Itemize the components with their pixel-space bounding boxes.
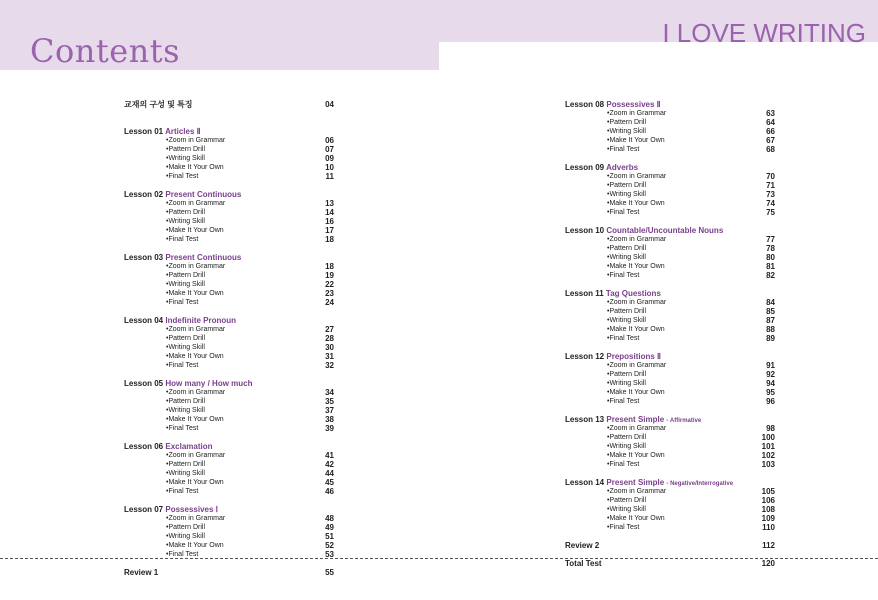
lesson-number: Lesson 04	[124, 316, 164, 325]
toc-item-page: 81	[766, 262, 775, 271]
lesson-name: Exclamation	[165, 442, 213, 451]
toc-item[interactable]	[565, 523, 775, 532]
toc-item-page: 38	[325, 415, 334, 424]
toc-item-label: •Pattern Drill	[166, 209, 206, 216]
toc-item-label: •Zoom in Grammar	[166, 263, 226, 270]
toc-item-label: •Zoom in Grammar	[166, 200, 226, 207]
lesson-name: Indefinite Pronoun	[165, 316, 237, 325]
toc-item-label: •Final Test	[607, 524, 640, 531]
lesson-name: Prepositions Ⅱ	[606, 352, 661, 361]
toc-item-label: •Zoom in Grammar	[166, 137, 226, 144]
toc-item-page: 106	[761, 496, 775, 505]
spacer	[565, 469, 775, 478]
toc-item-page: 10	[325, 163, 334, 172]
lesson-number: Lesson 10	[565, 226, 605, 235]
toc-item-page: 46	[325, 487, 334, 496]
review-2-entry-page: 112	[762, 541, 775, 550]
toc-item[interactable]	[565, 397, 775, 406]
toc-item[interactable]	[565, 379, 775, 388]
toc-item-page: 64	[766, 118, 775, 127]
lesson-name: Present Continuous	[165, 190, 242, 199]
toc-item-page: 52	[325, 541, 334, 550]
toc-item-label: •Make It Your Own	[607, 452, 665, 459]
toc-item-page: 82	[766, 271, 775, 280]
toc-item[interactable]	[565, 307, 775, 316]
lesson-name: Articles Ⅱ	[165, 127, 201, 136]
toc-item-label: •Writing Skill	[607, 506, 646, 513]
toc-item-label: •Zoom in Grammar	[166, 515, 226, 522]
toc-item-label: •Pattern Drill	[607, 497, 647, 504]
toc-item-label: •Writing Skill	[607, 128, 646, 135]
toc-item-page: 109	[761, 514, 775, 523]
toc-item-page: 16	[325, 217, 334, 226]
spacer	[124, 109, 334, 118]
lesson-title	[565, 352, 661, 361]
toc-item[interactable]	[565, 127, 775, 136]
divider-left	[0, 558, 438, 559]
toc-item-page: 108	[761, 505, 775, 514]
toc-item-label: •Writing Skill	[166, 470, 205, 477]
lesson-heading[interactable]	[565, 415, 775, 424]
toc-item-page: 11	[325, 172, 334, 181]
toc-item[interactable]	[565, 370, 775, 379]
lesson-name: Present Simple	[606, 415, 665, 424]
toc-item-page: 73	[766, 190, 775, 199]
toc-item[interactable]	[124, 514, 334, 523]
toc-item-label: •Writing Skill	[166, 281, 205, 288]
toc-item-label: •Writing Skill	[607, 254, 646, 261]
divider-right	[440, 558, 878, 559]
spacer	[124, 181, 334, 190]
toc-item[interactable]	[565, 325, 775, 334]
toc-item-page: 18	[325, 235, 334, 244]
toc-item-label: •Pattern Drill	[607, 308, 647, 315]
toc-item-page: 75	[766, 208, 775, 217]
lesson-subtitle: - Negative/Interrogative	[666, 481, 734, 487]
lesson-heading[interactable]	[124, 190, 334, 199]
toc-item-page: 89	[766, 334, 775, 343]
lesson-name: Adverbs	[606, 163, 639, 172]
toc-item-label: •Final Test	[166, 299, 199, 306]
toc-item[interactable]	[124, 280, 334, 289]
lesson-name: Possessives Ⅰ	[165, 505, 218, 514]
toc-item-label: •Writing Skill	[166, 407, 205, 414]
lesson-number: Lesson 06	[124, 442, 164, 451]
toc-item-label: •Make It Your Own	[607, 389, 665, 396]
toc-item[interactable]	[124, 361, 334, 370]
toc-item-label: •Final Test	[166, 173, 199, 180]
intro-entry-page: 04	[325, 100, 334, 109]
toc-item-label: •Zoom in Grammar	[607, 110, 667, 117]
toc-item-page: 45	[325, 478, 334, 487]
review-1-entry-page: 55	[325, 568, 334, 577]
toc-item[interactable]	[565, 487, 775, 496]
toc-item-page: 22	[325, 280, 334, 289]
toc-item-page: 07	[325, 145, 334, 154]
toc-item-page: 98	[766, 424, 775, 433]
lesson-heading[interactable]	[124, 316, 334, 325]
toc-item[interactable]	[565, 496, 775, 505]
toc-item-label: •Pattern Drill	[166, 461, 206, 468]
toc-item-page: 18	[325, 262, 334, 271]
toc-item-page: 48	[325, 514, 334, 523]
spacer	[124, 496, 334, 505]
toc-item[interactable]	[124, 163, 334, 172]
toc-item[interactable]	[565, 271, 775, 280]
lesson-heading[interactable]	[124, 442, 334, 451]
toc-item[interactable]	[565, 298, 775, 307]
lesson-title	[124, 316, 236, 325]
spacer	[565, 532, 775, 541]
toc-item[interactable]	[124, 145, 334, 154]
toc-item[interactable]	[565, 433, 775, 442]
intro-entry-label: 교재의 구성 및 특징	[124, 100, 193, 109]
toc-item[interactable]	[124, 199, 334, 208]
toc-item-page: 91	[766, 361, 775, 370]
lesson-number: Lesson 02	[124, 190, 164, 199]
toc-item-label: •Make It Your Own	[166, 227, 224, 234]
toc-item-label: •Pattern Drill	[607, 182, 647, 189]
total-test-entry-label: Total Test	[565, 559, 602, 568]
toc-item[interactable]	[565, 451, 775, 460]
toc-item-page: 53	[325, 550, 334, 559]
intro-entry[interactable]	[124, 100, 334, 109]
toc-item[interactable]	[124, 541, 334, 550]
toc-item-page: 74	[766, 199, 775, 208]
lesson-title	[565, 100, 661, 109]
toc-item[interactable]	[124, 289, 334, 298]
total-test-entry-page: 120	[761, 559, 775, 568]
lesson-number: Lesson 14	[565, 478, 605, 487]
toc-right-column	[565, 100, 775, 568]
toc-item-label: •Writing Skill	[166, 218, 205, 225]
toc-item[interactable]	[124, 397, 334, 406]
spacer	[565, 217, 775, 226]
spacer	[124, 370, 334, 379]
toc-item-label: •Final Test	[166, 551, 199, 558]
toc-item-page: 35	[325, 397, 334, 406]
toc-item-page: 30	[325, 343, 334, 352]
toc-item[interactable]	[124, 136, 334, 145]
lesson-subtitle: - Affirmative	[666, 418, 702, 424]
spacer	[565, 154, 775, 163]
toc-item[interactable]	[565, 109, 775, 118]
toc-item-page: 85	[766, 307, 775, 316]
toc-item-page: 39	[325, 424, 334, 433]
lesson-title	[124, 253, 241, 262]
toc-item[interactable]	[124, 415, 334, 424]
lesson-name: Tag Questions	[605, 289, 661, 298]
toc-item-page: 19	[325, 271, 334, 280]
lesson-title	[124, 127, 201, 136]
toc-item-page: 110	[762, 523, 775, 532]
toc-item-label: •Zoom in Grammar	[166, 389, 226, 396]
spacer	[124, 307, 334, 316]
review-2-entry[interactable]	[565, 541, 775, 550]
toc-item[interactable]	[124, 478, 334, 487]
toc-item[interactable]	[565, 208, 775, 217]
toc-item-page: 95	[766, 388, 775, 397]
toc-item-page: 31	[325, 352, 334, 361]
toc-item-label: •Make It Your Own	[607, 263, 665, 270]
total-test-entry[interactable]	[565, 559, 775, 568]
toc-item-label: •Writing Skill	[607, 191, 646, 198]
toc-item[interactable]	[565, 136, 775, 145]
review-1-entry-label: Review 1	[124, 568, 159, 577]
toc-item-page: 101	[761, 442, 775, 451]
spacer	[124, 118, 334, 127]
toc-item-page: 103	[761, 460, 775, 469]
toc-item[interactable]	[124, 406, 334, 415]
toc-item[interactable]	[124, 424, 334, 433]
toc-item[interactable]	[565, 262, 775, 271]
lesson-number: Lesson 09	[565, 163, 605, 172]
lesson-number: Lesson 11	[565, 289, 604, 298]
toc-item[interactable]	[124, 352, 334, 361]
toc-item-page: 41	[325, 451, 334, 460]
toc-item-page: 100	[761, 433, 775, 442]
toc-item-page: 70	[766, 172, 775, 181]
toc-item-page: 42	[325, 460, 334, 469]
toc-item-page: 67	[766, 136, 775, 145]
toc-item-label: •Final Test	[607, 461, 640, 468]
toc-item-page: 44	[325, 469, 334, 478]
toc-item-label: •Make It Your Own	[166, 164, 224, 171]
toc-item[interactable]	[565, 190, 775, 199]
toc-item-label: •Pattern Drill	[166, 146, 206, 153]
toc-item[interactable]	[565, 235, 775, 244]
spacer	[124, 433, 334, 442]
toc-item-label: •Make It Your Own	[607, 515, 665, 522]
toc-item-page: 96	[766, 397, 775, 406]
lesson-heading[interactable]	[565, 352, 775, 361]
lesson-title	[565, 226, 723, 235]
lesson-heading[interactable]	[124, 127, 334, 136]
lesson-heading[interactable]	[565, 289, 775, 298]
toc-item[interactable]	[124, 532, 334, 541]
spacer	[565, 280, 775, 289]
toc-item-label: •Pattern Drill	[166, 272, 206, 279]
lesson-number: Lesson 08	[565, 100, 605, 109]
toc-item-page: 28	[325, 334, 334, 343]
toc-item-page: 06	[325, 136, 334, 145]
toc-item-label: •Zoom in Grammar	[607, 236, 667, 243]
toc-item-page: 71	[766, 181, 775, 190]
toc-item-page: 94	[766, 379, 775, 388]
toc-item[interactable]	[124, 343, 334, 352]
toc-item-label: •Zoom in Grammar	[166, 326, 226, 333]
lesson-name: Countable/Uncountable Nouns	[606, 226, 724, 235]
lesson-number: Lesson 03	[124, 253, 164, 262]
toc-item[interactable]	[124, 487, 334, 496]
toc-item-label: •Pattern Drill	[166, 398, 206, 405]
toc-item-label: •Final Test	[607, 398, 640, 405]
toc-item-label: •Writing Skill	[607, 380, 646, 387]
toc-item-label: •Final Test	[607, 209, 640, 216]
lesson-name: Present Simple	[606, 478, 665, 487]
toc-item-label: •Final Test	[166, 362, 199, 369]
toc-item[interactable]	[565, 199, 775, 208]
lesson-title	[124, 442, 213, 451]
toc-item[interactable]	[124, 325, 334, 334]
toc-item-label: •Make It Your Own	[607, 200, 665, 207]
toc-item-page: 09	[325, 154, 334, 163]
toc-item-page: 88	[766, 325, 775, 334]
toc-item-page: 102	[761, 451, 775, 460]
toc-item-label: •Zoom in Grammar	[607, 488, 667, 495]
review-1-entry[interactable]	[124, 568, 334, 577]
lesson-name: How many / How much	[165, 379, 253, 388]
spacer	[565, 343, 775, 352]
lesson-name: Possessives Ⅱ	[606, 100, 661, 109]
toc-item[interactable]	[565, 361, 775, 370]
toc-item-page: 78	[766, 244, 775, 253]
spacer	[124, 559, 334, 568]
toc-item-page: 49	[325, 523, 334, 532]
toc-item-page: 92	[766, 370, 775, 379]
toc-item-page: 14	[325, 208, 334, 217]
lesson-title	[565, 289, 661, 298]
lesson-title	[124, 190, 241, 199]
toc-item-page: 87	[766, 316, 775, 325]
toc-item-label: •Make It Your Own	[166, 416, 224, 423]
toc-item-label: •Pattern Drill	[607, 245, 647, 252]
lesson-title	[124, 505, 218, 514]
toc-item[interactable]	[565, 505, 775, 514]
page-title: Contents	[30, 32, 181, 70]
spacer	[124, 244, 334, 253]
toc-item-page: 37	[325, 406, 334, 415]
toc-item[interactable]	[565, 244, 775, 253]
lesson-number: Lesson 13	[565, 415, 605, 424]
lesson-name: Present Continuous	[165, 253, 242, 262]
toc-item-label: •Zoom in Grammar	[607, 362, 667, 369]
toc-item-page: 23	[325, 289, 334, 298]
toc-item-label: •Final Test	[607, 335, 640, 342]
toc-item[interactable]	[124, 208, 334, 217]
toc-item[interactable]	[124, 226, 334, 235]
toc-item[interactable]	[565, 181, 775, 190]
toc-item-label: •Final Test	[607, 272, 640, 279]
brand-title: I LOVE WRITING	[662, 18, 866, 48]
toc-item[interactable]	[124, 217, 334, 226]
toc-item[interactable]	[565, 145, 775, 154]
toc-item-label: •Writing Skill	[607, 317, 646, 324]
toc-item[interactable]	[565, 253, 775, 262]
toc-item-label: •Zoom in Grammar	[607, 173, 667, 180]
toc-item-page: 77	[766, 235, 775, 244]
toc-item-label: •Final Test	[166, 488, 199, 495]
toc-item[interactable]	[124, 523, 334, 532]
toc-item[interactable]	[565, 388, 775, 397]
toc-item-label: •Writing Skill	[166, 344, 205, 351]
toc-item-page: 17	[325, 226, 334, 235]
toc-item-label: •Make It Your Own	[607, 326, 665, 333]
toc-item[interactable]	[565, 172, 775, 181]
toc-item-label: •Pattern Drill	[607, 119, 647, 126]
toc-item-page: 51	[325, 532, 334, 541]
lesson-heading[interactable]	[565, 163, 775, 172]
lesson-heading[interactable]	[124, 505, 334, 514]
toc-item-label: •Make It Your Own	[166, 353, 224, 360]
toc-item-label: •Final Test	[166, 425, 199, 432]
toc-item[interactable]	[124, 235, 334, 244]
toc-item-label: •Make It Your Own	[166, 290, 224, 297]
toc-item[interactable]	[565, 442, 775, 451]
toc-item-page: 84	[766, 298, 775, 307]
lesson-heading[interactable]	[565, 100, 775, 109]
toc-item[interactable]	[124, 460, 334, 469]
toc-item[interactable]	[124, 172, 334, 181]
toc-item-page: 24	[325, 298, 334, 307]
toc-item[interactable]	[124, 271, 334, 280]
lesson-heading[interactable]	[565, 226, 775, 235]
toc-item-label: •Writing Skill	[166, 155, 205, 162]
toc-item[interactable]	[124, 154, 334, 163]
toc-item-page: 13	[325, 199, 334, 208]
toc-item-label: •Writing Skill	[166, 533, 205, 540]
review-2-entry-label: Review 2	[565, 541, 600, 550]
toc-item-page: 63	[766, 109, 775, 118]
toc-item-label: •Pattern Drill	[166, 335, 206, 342]
toc-item[interactable]	[124, 298, 334, 307]
toc-item-label: •Zoom in Grammar	[607, 425, 667, 432]
lesson-title	[124, 379, 253, 388]
lesson-number: Lesson 12	[565, 352, 605, 361]
toc-item-page: 66	[766, 127, 775, 136]
lesson-heading[interactable]	[565, 478, 775, 487]
toc-left-column	[124, 100, 334, 577]
toc-item[interactable]	[565, 118, 775, 127]
toc-item-label: •Zoom in Grammar	[607, 299, 667, 306]
toc-item-page: 68	[766, 145, 775, 154]
toc-item-label: •Pattern Drill	[607, 371, 647, 378]
toc-item-label: •Final Test	[166, 236, 199, 243]
toc-item-label: •Writing Skill	[607, 443, 646, 450]
toc-item[interactable]	[124, 388, 334, 397]
toc-item[interactable]	[565, 460, 775, 469]
lesson-title	[565, 163, 638, 172]
toc-item-page: 80	[766, 253, 775, 262]
toc-item-label: •Pattern Drill	[607, 434, 647, 441]
toc-item-page: 34	[325, 388, 334, 397]
lesson-number: Lesson 05	[124, 379, 164, 388]
toc-item[interactable]	[565, 514, 775, 523]
toc-item-label: •Make It Your Own	[607, 137, 665, 144]
toc-item-label: •Pattern Drill	[166, 524, 206, 531]
toc-item[interactable]	[124, 334, 334, 343]
toc-item[interactable]	[124, 262, 334, 271]
toc-item-label: •Final Test	[607, 146, 640, 153]
lesson-heading[interactable]	[124, 253, 334, 262]
toc-item[interactable]	[565, 316, 775, 325]
toc-item-label: •Make It Your Own	[166, 479, 224, 486]
toc-item-label: •Zoom in Grammar	[166, 452, 226, 459]
toc-item-label: •Make It Your Own	[166, 542, 224, 549]
lesson-heading[interactable]	[124, 379, 334, 388]
toc-item[interactable]	[124, 469, 334, 478]
toc-item[interactable]	[124, 451, 334, 460]
lesson-number: Lesson 07	[124, 505, 164, 514]
toc-item[interactable]	[565, 334, 775, 343]
lesson-number: Lesson 01	[124, 127, 164, 136]
toc-item-page: 105	[761, 487, 775, 496]
toc-item[interactable]	[565, 424, 775, 433]
toc-item-page: 32	[325, 361, 334, 370]
toc-item-page: 27	[325, 325, 334, 334]
spacer	[565, 406, 775, 415]
